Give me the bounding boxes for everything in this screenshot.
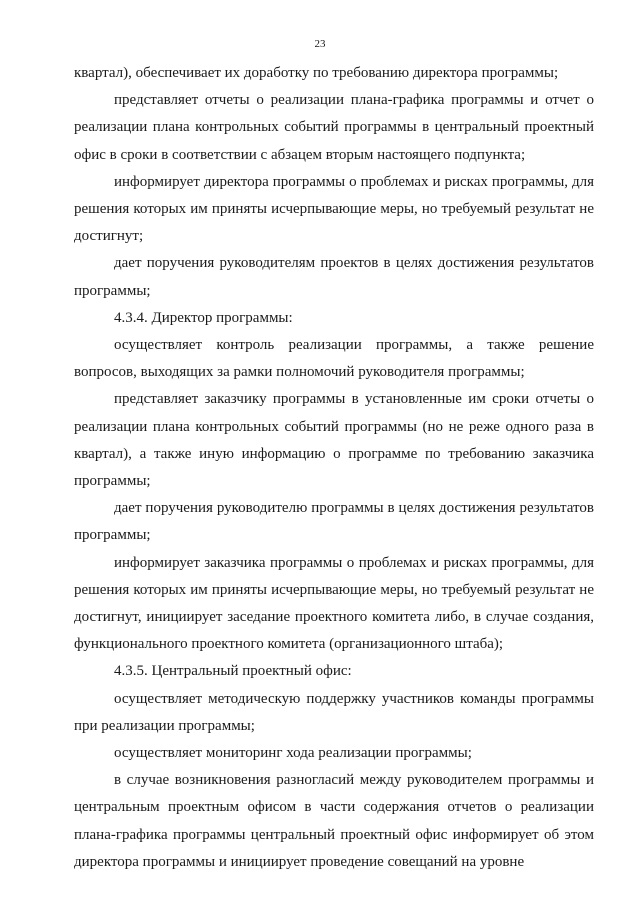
paragraph: дает поручения руководителю программы в целях достижения результатов программы;: [74, 500, 594, 544]
page-number: 23: [314, 38, 326, 50]
section-heading-4-3-5: 4.3.5. Центральный проектный офис:: [114, 663, 352, 680]
paragraph: в случае возникновения разногласий между руководителем программы и центральным проектным офисом в части содержания отчетов о реализации плана-графика программы центральный проектный офис информирует об этом директора программы и инициирует проведение совещаний на уровне: [74, 772, 594, 870]
section-heading-4-3-4: 4.3.4. Директор программы:: [114, 309, 293, 326]
paragraph: дает поручения руководителям проектов в целях достижения результатов программы;: [74, 255, 594, 299]
paragraph-continuation: квартал), обеспечивает их доработку по требованию директора программы;: [74, 65, 559, 81]
paragraph: информирует заказчика программы о проблемах и рисках программы, для решения которых им приняты исчерпывающие меры, но требуемый результат не достигнут, инициирует заседание проектного комитета либо, в случае создания, функционального проектного комитета (организационного штаба);: [74, 554, 594, 653]
paragraph: информирует директора программы о проблемах и рисках программы, для решения которых им приняты исчерпывающие меры, но требуемый результат не достигнут;: [74, 173, 594, 245]
paragraph: представляет отчеты о реализации плана-графика программы и отчет о реализации плана контрольных событий программы в центральный проектный офис в сроки в соответствии с абзацем вторым настоящего подпункта;: [74, 92, 594, 163]
paragraph: осуществляет методическую поддержку участников команды программы при реализации программы;: [74, 690, 594, 734]
document-body: [74, 60, 594, 876]
paragraph: представляет заказчику программы в установленные им сроки отчеты о реализации плана контрольных событий программы (но не реже одного раза в квартал), а также иную информацию о программе по требованию заказчика программы;: [74, 391, 594, 490]
paragraph: осуществляет мониторинг хода реализации программы;: [114, 745, 472, 762]
paragraph: осуществляет контроль реализации программы, а также решение вопросов, выходящих за рамки полномочий руководителя программы;: [74, 337, 594, 381]
